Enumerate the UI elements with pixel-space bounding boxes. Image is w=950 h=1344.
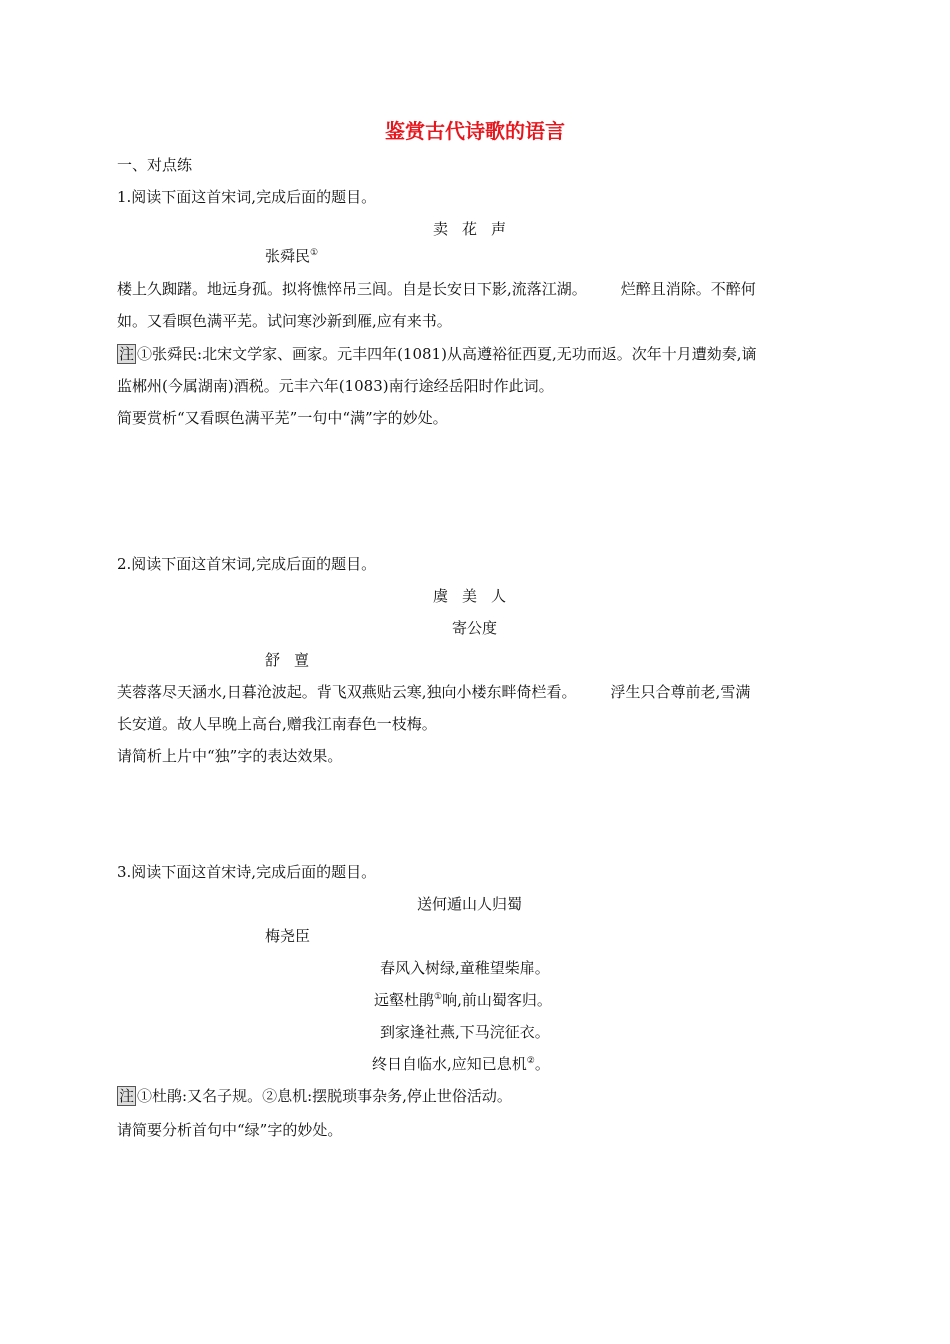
q3-question: 请简要分析首句中“绿”字的妙处。 [117, 1121, 343, 1139]
q2-author: 舒亶 [265, 651, 324, 669]
q3-note-text: ①杜鹃:又名子规。②息机:摆脱琐事杂务,停止世俗活动。 [137, 1087, 512, 1105]
q1-poem-title: 卖花声 [433, 220, 521, 238]
q2-subtitle: 寄公度 [452, 619, 498, 637]
q2-question: 请简析上片中“独”字的表达效果。 [117, 747, 343, 765]
q2-text-line1 [117, 682, 750, 702]
q1-author-note-mark: ① [310, 248, 319, 258]
q3-poem-title: 送何遁山人归蜀 [417, 895, 523, 913]
q2-poem-title: 虞美人 [433, 587, 521, 605]
q3-poem-line1: 春风入树绿,童稚望柴扉。 [380, 959, 550, 977]
q3-note-mark-2: ② [526, 1056, 535, 1066]
q2-text-lower-start: 浮生只合尊前老,雪满 [610, 683, 751, 701]
q1-text-line1 [117, 279, 756, 299]
q3-poem-line4-end: 。 [534, 1055, 550, 1073]
q3-note [117, 1086, 512, 1106]
q3-note-mark-1: ① [434, 992, 443, 1002]
page-title: 鉴赏古代诗歌的语言 [385, 119, 565, 143]
q2-text-upper: 芙蓉落尽天涵水,日暮沧波起。背飞双燕贴云寒,独向小楼东畔倚栏看。 [117, 683, 577, 701]
q1-note-label: 注 [119, 345, 135, 363]
q3-poem-line2-end: 响,前山蜀客归。 [442, 991, 552, 1009]
q1-text-lower-start: 烂醉且消除。不醉何 [620, 280, 756, 298]
q1-note-text: ①张舜民:北宋文学家、画家。元丰四年(1081)从高遵裕征西夏,无功而返。次年十月遭劾奏,谪 [137, 345, 757, 363]
q3-prompt: 3.阅读下面这首宋诗,完成后面的题目。 [117, 863, 377, 881]
q1-question: 简要赏析“又看暝色满平芜”一句中“满”字的妙处。 [117, 409, 448, 427]
q1-author [265, 246, 318, 266]
section-heading: 一、对点练 [117, 156, 193, 174]
q3-poem-line3: 到家逢社燕,下马浣征衣。 [380, 1023, 550, 1041]
q1-note-line2: 监郴州(今属湖南)酒税。元丰六年(1083)南行途经岳阳时作此词。 [117, 377, 554, 395]
q3-author: 梅尧臣 [265, 927, 311, 945]
q3-poem-line4-start: 终日自临水,应知已息机 [372, 1055, 527, 1073]
q2-prompt: 2.阅读下面这首宋词,完成后面的题目。 [117, 555, 377, 573]
q3-poem-line2-start: 远壑杜鹃 [374, 991, 435, 1009]
q1-text-upper: 楼上久踟躇。地远身孤。拟将憔悴吊三闾。自是长安日下影,流落江湖。 [117, 280, 587, 298]
q1-prompt: 1.阅读下面这首宋词,完成后面的题目。 [117, 188, 377, 206]
q3-note-label: 注 [119, 1087, 135, 1105]
q3-poem-line2 [374, 990, 552, 1010]
q1-text-line2: 如。又看暝色满平芜。试问寒沙新到雁,应有来书。 [117, 312, 452, 330]
q1-note-line1 [117, 344, 757, 364]
q3-poem-line4 [372, 1054, 550, 1074]
q1-author-name: 张舜民 [265, 247, 311, 265]
q2-text-line2: 长安道。故人早晚上高台,赠我江南春色一枝梅。 [117, 715, 437, 733]
